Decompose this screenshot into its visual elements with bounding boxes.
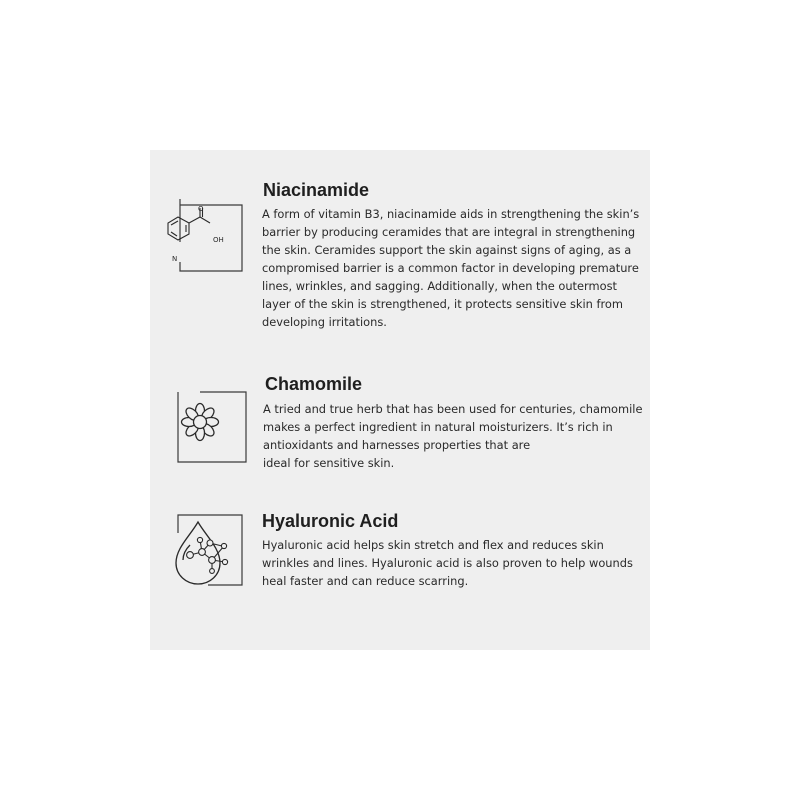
structure-label-n: N <box>172 255 178 263</box>
structure-label-o: O <box>198 205 204 213</box>
ingredient-title: Chamomile <box>265 374 363 394</box>
ingredient-description: Hyaluronic acid helps skin stretch and flex and reduces skin wrinkles and lines. Hyaluronic acid is also proven to help wounds heal faster and can reduce scarring. <box>262 538 633 588</box>
ingredient-description: A tried and true herb that has been used for centuries, chamomile makes a perfect ingredient in natural moisturizers. It’s rich in antioxidants and harnesses properties that are ideal for sensitive skin. <box>263 402 643 470</box>
ingredient-title: Niacinamide <box>263 180 370 200</box>
structure-label-oh: OH <box>213 236 224 244</box>
ingredient-description: A form of vitamin B3, niacinamide aids in strengthening the skin’s barrier by producing ceramides that are integral in strengthening the skin. Ceramides support the skin against signs of aging, as a compromised barrier is a common factor in developing premature lines, wrinkles, and sagging. Additionally, when the outermost layer of the skin is strengthened, it protects sensitive skin from developing irritations. <box>262 207 640 329</box>
ingredients-panel <box>150 150 650 650</box>
ingredient-title: Hyaluronic Acid <box>262 511 399 531</box>
